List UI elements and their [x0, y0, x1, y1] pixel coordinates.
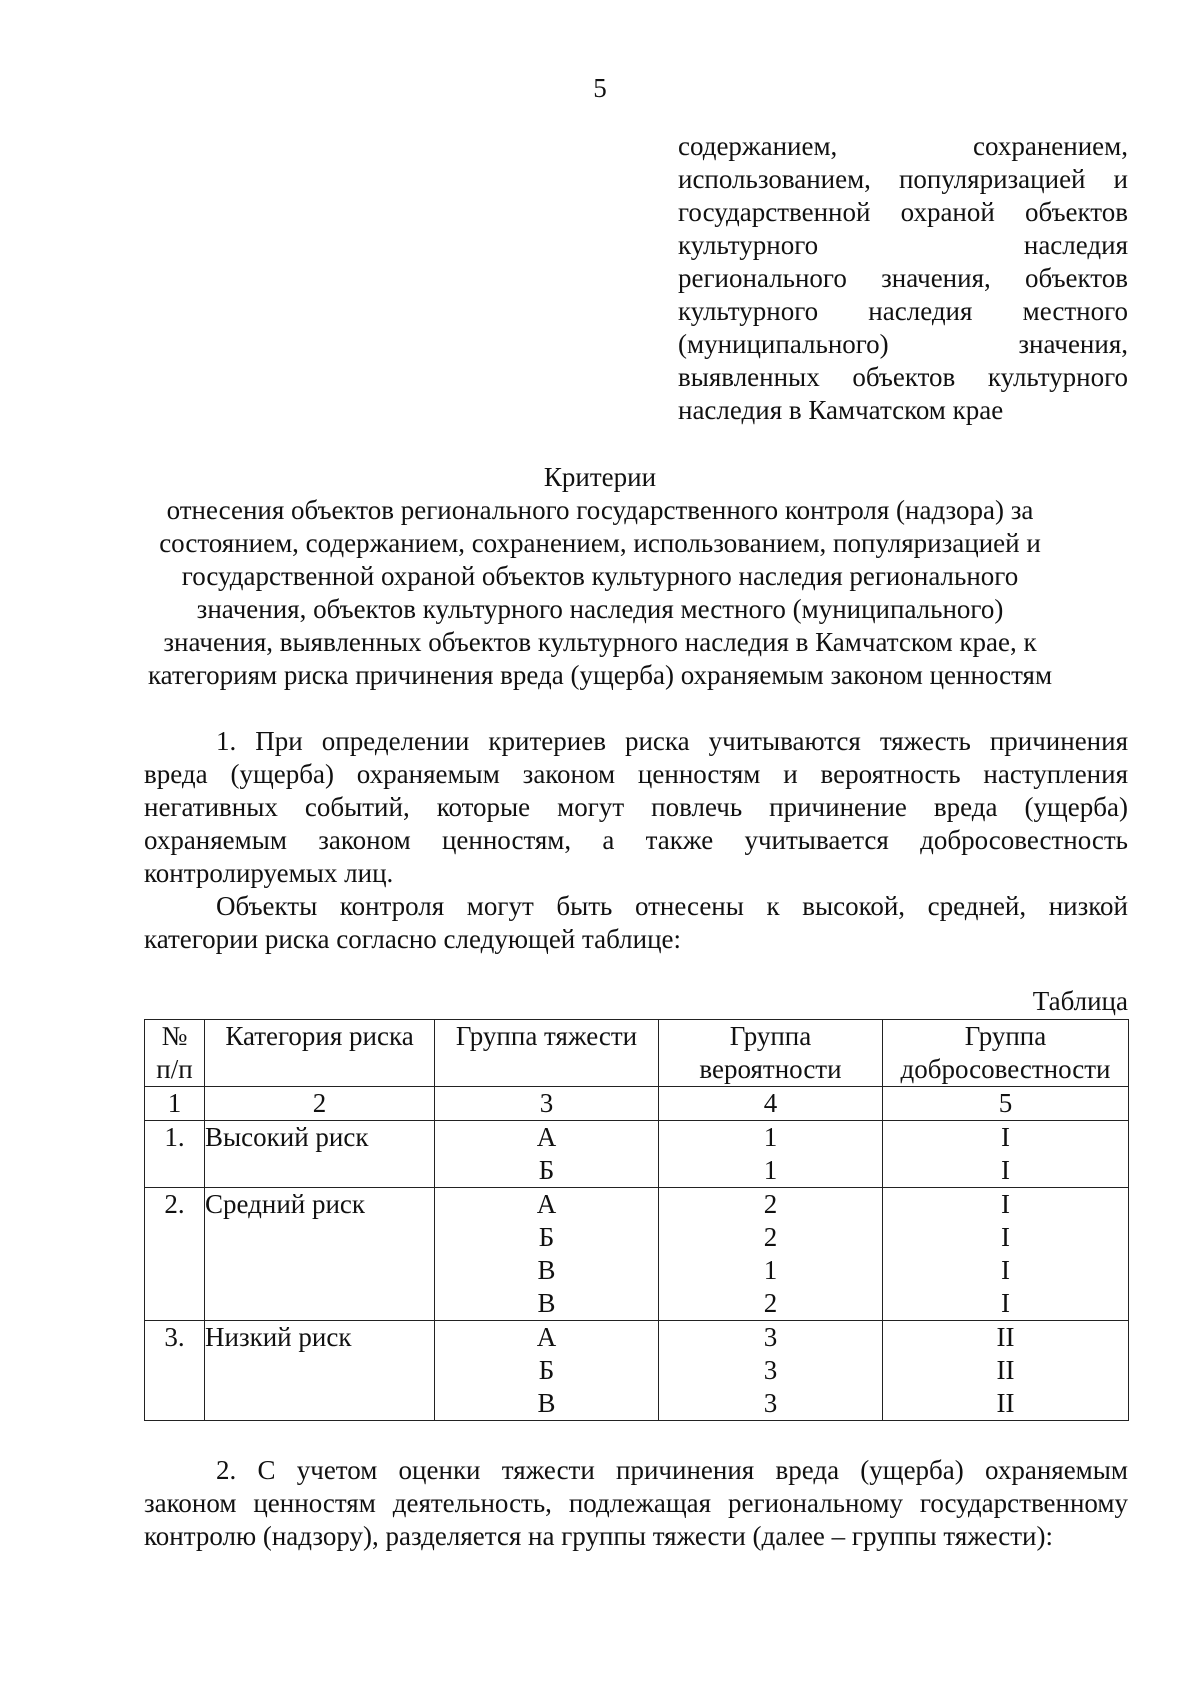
column-number-row [145, 1087, 1129, 1121]
header-line: использованием, популяризацией и [678, 164, 1128, 194]
risk-category: Средний риск [205, 1188, 435, 1321]
paragraph-line: контролируемых лиц. [144, 858, 394, 888]
paragraph-2 [144, 890, 1128, 956]
header-line: (муниципального) значения, [678, 329, 1128, 359]
header-num: № п/п [145, 1020, 205, 1087]
header-line: культурного наследия местного [678, 296, 1128, 326]
title-line: категориям риска причинения вреда (ущерба) охраняемым законом ценностям [147, 660, 1053, 690]
paragraph-line: категории риска согласно следующей таблице: [144, 924, 682, 954]
paragraph-line: контролю (надзору), разделяется на группы тяжести (далее – группы тяжести): [144, 1521, 1053, 1551]
severity-group: А Б В В [435, 1188, 659, 1321]
header-line: регионального значения, объектов [678, 263, 1128, 293]
integrity-group: II II II [883, 1321, 1129, 1421]
risk-category: Высокий риск [205, 1121, 435, 1188]
paragraph-1 [144, 725, 1128, 890]
header-line: государственной охраной объектов [678, 197, 1128, 227]
integrity-group: I I I I [883, 1188, 1129, 1321]
paragraph-3 [144, 1454, 1128, 1553]
table-row-high-risk [145, 1121, 1129, 1188]
table-row-low-risk [145, 1321, 1129, 1421]
integrity-group: I I [883, 1121, 1129, 1188]
header-line: наследия в Камчатском крае [678, 395, 1004, 425]
title-line: состоянием, содержанием, сохранением, использованием, популяризацией и [159, 528, 1041, 558]
paragraph-line: вреда (ущерба) охраняемым законом ценностям и вероятность наступления [144, 759, 1128, 789]
column-number: 4 [659, 1087, 883, 1121]
title-line: значения, объектов культурного наследия местного (муниципального) [196, 594, 1004, 624]
table-header-row [145, 1020, 1129, 1087]
probability-group: 1 1 [659, 1121, 883, 1188]
table-label: Таблица [1032, 986, 1128, 1016]
column-number: 1 [145, 1087, 205, 1121]
risk-category-table [144, 1019, 1129, 1421]
document-title [120, 461, 1080, 692]
header-integrity: Группа добросовестности [883, 1020, 1129, 1087]
header-probability: Группа вероятности [659, 1020, 883, 1087]
paragraph-line: Объекты контроля могут быть отнесены к высокой, средней, низкой [216, 891, 1128, 921]
header-line: культурного наследия [678, 230, 1128, 260]
document-header-addressee [678, 130, 1128, 427]
row-number: 1. [145, 1121, 205, 1188]
row-number: 2. [145, 1188, 205, 1321]
header-line: содержанием, сохранением, [678, 131, 1128, 161]
title-heading: Критерии [543, 462, 657, 492]
column-number: 3 [435, 1087, 659, 1121]
probability-group: 3 3 3 [659, 1321, 883, 1421]
title-line: значения, выявленных объектов культурного наследия в Камчатском крае, к [163, 627, 1037, 657]
paragraph-line: негативных событий, которые могут повлечь причинение вреда (ущерба) [144, 792, 1128, 822]
column-number: 5 [883, 1087, 1129, 1121]
paragraph-line: охраняемым законом ценностям, а также учитывается добросовестность [144, 825, 1128, 855]
paragraph-line: 2. С учетом оценки тяжести причинения вреда (ущерба) охраняемым [216, 1455, 1128, 1485]
header-severity: Группа тяжести [435, 1020, 659, 1087]
column-number: 2 [205, 1087, 435, 1121]
risk-category: Низкий риск [205, 1321, 435, 1421]
paragraph-line: 1. При определении критериев риска учитываются тяжесть причинения [216, 726, 1128, 756]
severity-group: А Б [435, 1121, 659, 1188]
table-row-medium-risk [145, 1188, 1129, 1321]
row-number: 3. [145, 1321, 205, 1421]
probability-group: 2 2 1 2 [659, 1188, 883, 1321]
severity-group: А Б В [435, 1321, 659, 1421]
title-line: государственной охраной объектов культурного наследия регионального [181, 561, 1019, 591]
header-line: выявленных объектов культурного [678, 362, 1128, 392]
title-line: отнесения объектов регионального государственного контроля (надзора) за [166, 495, 1034, 525]
paragraph-line: законом ценностям деятельность, подлежащая региональному государственному [144, 1488, 1128, 1518]
page-number: 5 [593, 73, 607, 103]
header-category: Категория риска [205, 1020, 435, 1087]
